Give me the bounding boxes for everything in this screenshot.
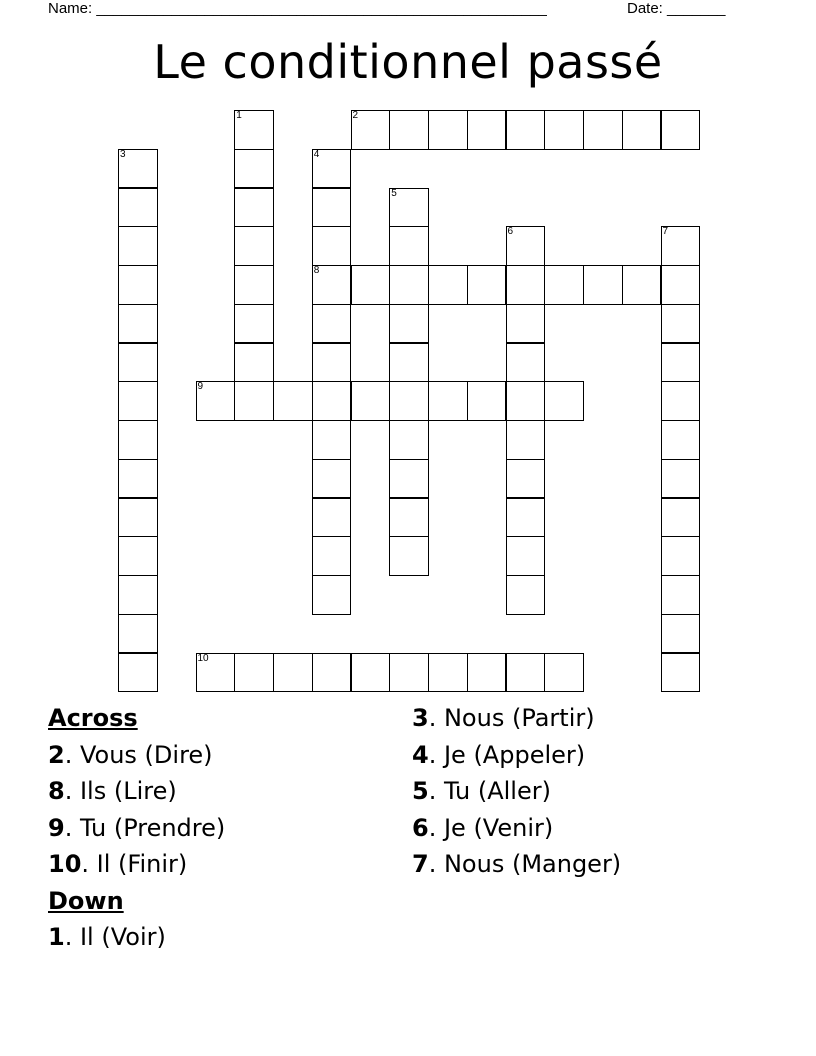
cell-number: 6 bbox=[507, 226, 514, 238]
crossword-cell[interactable] bbox=[661, 420, 701, 460]
crossword-cell[interactable] bbox=[389, 420, 429, 460]
clue-down-1: 1. Il (Voir) bbox=[48, 923, 166, 951]
crossword-cell[interactable] bbox=[234, 653, 274, 693]
crossword-cell[interactable] bbox=[661, 110, 701, 150]
clues-right-column bbox=[412, 700, 621, 883]
crossword-cell[interactable] bbox=[118, 459, 158, 499]
crossword-cell[interactable] bbox=[389, 226, 429, 266]
crossword-cell[interactable] bbox=[661, 265, 701, 305]
crossword-cell[interactable] bbox=[389, 343, 429, 383]
clue-down-7: 7. Nous (Manger) bbox=[412, 850, 622, 878]
crossword-cell[interactable] bbox=[234, 304, 274, 344]
crossword-cell[interactable] bbox=[544, 110, 584, 150]
crossword-cell[interactable] bbox=[583, 110, 623, 150]
crossword-cell[interactable] bbox=[661, 614, 701, 654]
crossword-cell[interactable] bbox=[467, 110, 507, 150]
clue-text: Ils (Lire) bbox=[79, 777, 177, 805]
cell-number: 8 bbox=[313, 265, 320, 276]
crossword-cell[interactable] bbox=[312, 265, 352, 305]
crossword-cell[interactable] bbox=[196, 653, 236, 693]
crossword-cell[interactable] bbox=[312, 381, 352, 421]
crossword-cell[interactable] bbox=[118, 653, 158, 693]
crossword-cell[interactable] bbox=[544, 381, 584, 421]
crossword-cell[interactable] bbox=[312, 343, 352, 383]
clue-number: 8 bbox=[48, 777, 65, 805]
crossword-cell[interactable] bbox=[506, 459, 546, 499]
crossword-cell[interactable] bbox=[506, 343, 546, 383]
crossword-cell[interactable] bbox=[351, 653, 391, 693]
crossword-cell[interactable] bbox=[661, 226, 701, 266]
crossword-cell[interactable] bbox=[661, 304, 701, 344]
cell-number: 3 bbox=[120, 148, 126, 160]
crossword-cell[interactable] bbox=[312, 149, 352, 189]
crossword-cell[interactable] bbox=[389, 459, 429, 499]
crossword-cell[interactable] bbox=[234, 343, 274, 383]
crossword-cell[interactable] bbox=[428, 653, 468, 693]
crossword-cell[interactable] bbox=[506, 265, 546, 305]
crossword-cell[interactable] bbox=[661, 536, 701, 576]
page-title: Le conditionnel passé bbox=[153, 35, 663, 89]
clue-across-9: 9. Tu (Prendre) bbox=[48, 813, 226, 842]
crossword-cell[interactable] bbox=[312, 304, 352, 344]
clue-text: Nous (Manger) bbox=[443, 850, 622, 878]
clue-text: Nous (Partir) bbox=[443, 704, 595, 732]
clue-number: 3 bbox=[412, 704, 429, 732]
crossword-cell[interactable] bbox=[389, 188, 429, 228]
crossword-cell[interactable] bbox=[389, 498, 429, 538]
down-heading: Down bbox=[48, 886, 124, 915]
name-line: Name: ______________________________________________________ bbox=[48, 0, 547, 17]
crossword-cell[interactable] bbox=[506, 226, 546, 266]
crossword-cell[interactable] bbox=[234, 265, 274, 305]
crossword-cell[interactable] bbox=[389, 265, 429, 305]
cell-number: 1 bbox=[236, 110, 242, 121]
crossword-cell[interactable] bbox=[234, 110, 274, 150]
crossword-cell[interactable] bbox=[312, 575, 352, 615]
crossword-cell[interactable] bbox=[118, 420, 158, 460]
crossword-cell[interactable] bbox=[118, 536, 158, 576]
crossword-cell[interactable] bbox=[622, 265, 662, 305]
crossword-cell[interactable] bbox=[428, 265, 468, 305]
clue-number: 10 bbox=[48, 850, 82, 878]
clue-across-2: 2. Vous (Dire) bbox=[48, 740, 213, 769]
date-line: Date: _______ bbox=[627, 0, 726, 17]
crossword-cell[interactable] bbox=[389, 381, 429, 421]
clue-number: 4 bbox=[412, 740, 429, 769]
crossword-cell[interactable] bbox=[467, 653, 507, 693]
crossword-cell[interactable] bbox=[351, 110, 391, 150]
clues-left-column bbox=[48, 700, 225, 956]
crossword-cell[interactable] bbox=[118, 265, 158, 305]
clue-number: 2 bbox=[48, 740, 65, 769]
crossword-cell[interactable] bbox=[506, 110, 546, 150]
cell-number: 9 bbox=[197, 381, 204, 393]
crossword-cell[interactable] bbox=[118, 498, 158, 538]
crossword-cell[interactable] bbox=[661, 575, 701, 615]
crossword-cell[interactable] bbox=[389, 110, 429, 150]
clue-number: 9 bbox=[48, 813, 65, 842]
cell-number: 2 bbox=[352, 110, 359, 121]
crossword-cell[interactable] bbox=[544, 653, 584, 693]
crossword-cell[interactable] bbox=[312, 188, 352, 228]
cell-number: 10 bbox=[197, 652, 209, 664]
crossword-cell[interactable] bbox=[506, 304, 546, 344]
clue-down-4: 4. Je (Appeler) bbox=[412, 740, 586, 769]
clue-across-8: 8. Ils (Lire) bbox=[48, 777, 177, 805]
cell-number: 5 bbox=[391, 187, 397, 199]
crossword-cell[interactable] bbox=[661, 381, 701, 421]
crossword-cell[interactable] bbox=[118, 343, 158, 383]
cell-number: 7 bbox=[662, 226, 669, 238]
clue-number: 5 bbox=[412, 777, 429, 805]
clue-down-5: 5. Tu (Aller) bbox=[412, 777, 551, 805]
crossword-cell[interactable] bbox=[234, 149, 274, 189]
crossword-cell[interactable] bbox=[506, 575, 546, 615]
clue-text: Je (Venir) bbox=[443, 813, 554, 842]
crossword-cell[interactable] bbox=[506, 653, 546, 693]
crossword-cell[interactable] bbox=[622, 110, 662, 150]
crossword-cell[interactable] bbox=[583, 265, 623, 305]
crossword-cell[interactable] bbox=[118, 226, 158, 266]
crossword-cell[interactable] bbox=[428, 110, 468, 150]
crossword-cell[interactable] bbox=[273, 381, 313, 421]
clue-number: 7 bbox=[412, 850, 429, 878]
clue-text: Je (Appeler) bbox=[443, 740, 586, 769]
crossword-cell[interactable] bbox=[467, 265, 507, 305]
clue-number: 6 bbox=[412, 813, 429, 842]
crossword-cell[interactable] bbox=[506, 536, 546, 576]
clue-text: Tu (Prendre) bbox=[79, 813, 226, 842]
crossword-cell[interactable] bbox=[312, 226, 352, 266]
crossword-cell[interactable] bbox=[312, 459, 352, 499]
clue-down-6: 6. Je (Venir) bbox=[412, 813, 554, 842]
across-heading: Across bbox=[48, 704, 138, 732]
crossword-cell[interactable] bbox=[312, 420, 352, 460]
crossword-cell[interactable] bbox=[389, 536, 429, 576]
crossword-cell[interactable] bbox=[118, 614, 158, 654]
clue-text: Tu (Aller) bbox=[443, 777, 551, 805]
crossword-cell[interactable] bbox=[661, 498, 701, 538]
crossword-cell[interactable] bbox=[428, 381, 468, 421]
clue-across-10: 10. Il (Finir) bbox=[48, 850, 188, 878]
clue-text: Vous (Dire) bbox=[79, 740, 213, 769]
crossword-cell[interactable] bbox=[506, 420, 546, 460]
crossword-cell[interactable] bbox=[351, 265, 391, 305]
clue-text: Il (Finir) bbox=[96, 850, 188, 878]
clue-down-3: 3. Nous (Partir) bbox=[412, 704, 595, 732]
crossword-cell[interactable] bbox=[661, 343, 701, 383]
crossword-cell[interactable] bbox=[506, 498, 546, 538]
crossword-cell[interactable] bbox=[118, 188, 158, 228]
clue-number: 1 bbox=[48, 923, 65, 951]
cell-number: 4 bbox=[313, 148, 320, 160]
crossword-cell[interactable] bbox=[389, 653, 429, 693]
crossword-cell[interactable] bbox=[506, 381, 546, 421]
crossword-cell[interactable] bbox=[196, 381, 236, 421]
crossword-cell[interactable] bbox=[312, 653, 352, 693]
crossword-cell[interactable] bbox=[234, 381, 274, 421]
crossword-cell[interactable] bbox=[234, 188, 274, 228]
crossword-cell[interactable] bbox=[661, 459, 701, 499]
crossword-cell[interactable] bbox=[118, 575, 158, 615]
crossword-cell[interactable] bbox=[312, 498, 352, 538]
crossword-cell[interactable] bbox=[273, 653, 313, 693]
clue-text: Il (Voir) bbox=[79, 923, 166, 951]
crossword-cell[interactable] bbox=[351, 381, 391, 421]
crossword-cell[interactable] bbox=[389, 304, 429, 344]
crossword-cell[interactable] bbox=[312, 536, 352, 576]
crossword-cell[interactable] bbox=[118, 149, 158, 189]
crossword-cell[interactable] bbox=[118, 304, 158, 344]
crossword-cell[interactable] bbox=[467, 381, 507, 421]
crossword-cell[interactable] bbox=[661, 653, 701, 693]
crossword-cell[interactable] bbox=[118, 381, 158, 421]
crossword-cell[interactable] bbox=[544, 265, 584, 305]
crossword-cell[interactable] bbox=[234, 226, 274, 266]
